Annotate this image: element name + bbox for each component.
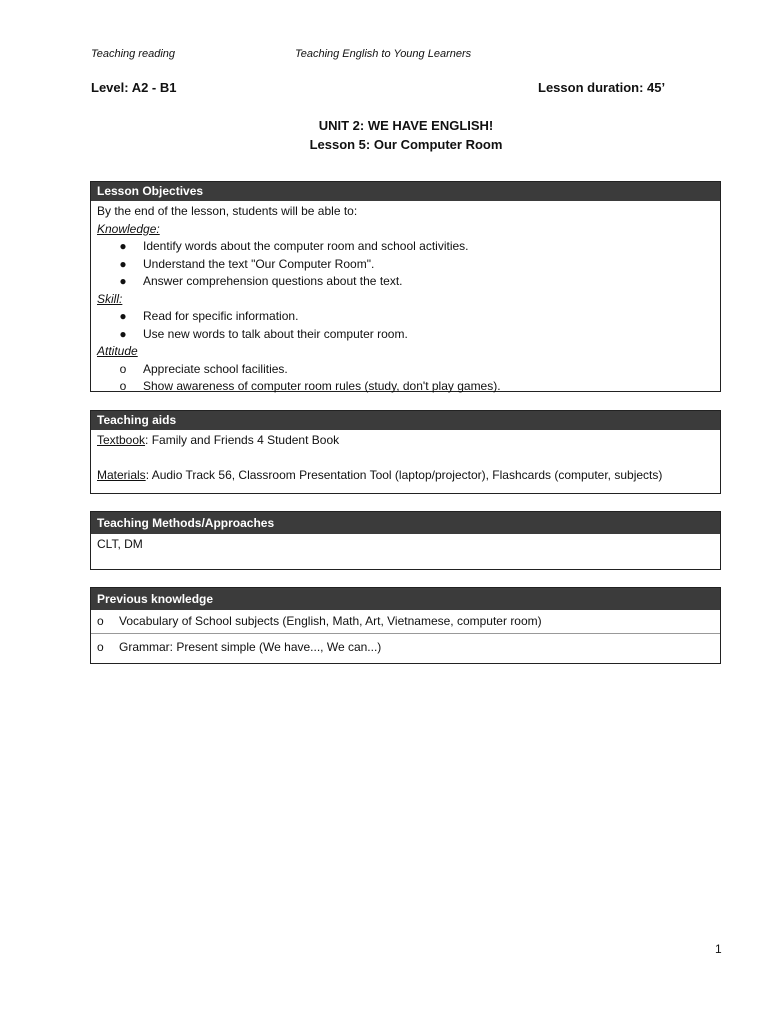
bullet-icon: ● <box>119 256 127 271</box>
previous-knowledge-heading: Previous knowledge <box>91 588 720 610</box>
list-item: o Grammar: Present simple (We have..., We can...) <box>97 640 382 654</box>
list-item: ● Use new words to talk about their computer room. <box>97 326 714 344</box>
materials-label: Materials <box>97 467 146 482</box>
teaching-aids-box <box>90 410 721 494</box>
skill-label: Skill: <box>97 291 123 306</box>
list-item: ● Read for specific information. <box>97 308 714 326</box>
attitude-label: Attitude <box>97 344 138 358</box>
list-item: ● Understand the text "Our Computer Room". <box>97 256 714 274</box>
methods-heading: Teaching Methods/Approaches <box>91 512 720 534</box>
objectives-box <box>90 181 721 392</box>
bullet-icon: ● <box>119 326 127 341</box>
page-number: 1 <box>715 942 722 956</box>
materials-line <box>97 467 714 485</box>
knowledge-list <box>97 238 714 291</box>
objectives-intro: By the end of the lesson, students will be able to: <box>97 204 358 218</box>
list-item: o Vocabulary of School subjects (English, Math, Art, Vietnamese, computer room) <box>91 610 720 634</box>
level-label: Level: A2 - B1 <box>91 80 177 95</box>
teaching-aids-body <box>91 430 720 486</box>
objectives-body <box>91 201 720 398</box>
list-item: ● Answer comprehension questions about the text. <box>97 273 714 291</box>
lesson-title: Lesson 5: Our Computer Room <box>309 137 503 152</box>
header-course-label: Teaching reading <box>91 48 175 60</box>
textbook-value: : Family and Friends 4 Student Book <box>145 433 340 447</box>
list-item: o Show awareness of computer room rules (study, don't play games). <box>97 378 714 396</box>
knowledge-label: Knowledge: <box>97 221 160 236</box>
bullet-icon: ● <box>119 239 127 253</box>
unit-title: UNIT 2: WE HAVE ENGLISH! <box>318 118 494 133</box>
methods-box <box>90 511 721 570</box>
circle-bullet-icon: o <box>97 640 104 654</box>
circle-bullet-icon: o <box>119 379 127 393</box>
textbook-label: Textbook <box>97 433 146 447</box>
circle-bullet-icon: o <box>119 361 127 376</box>
materials-value: : Audio Track 56, Classroom Presentation Tool (laptop/projector), Flashcards (computer, subjects) <box>145 467 663 482</box>
attitude-list <box>97 361 714 396</box>
objectives-heading: Lesson Objectives <box>91 182 720 201</box>
methods-text: CLT, DM <box>97 537 143 551</box>
header-module-label: Teaching English to Young Learners <box>295 48 472 60</box>
list-item: ● Identify words about the computer room and school activities. <box>97 238 714 256</box>
bullet-icon: ● <box>119 309 127 323</box>
teaching-aids-heading: Teaching aids <box>91 411 720 430</box>
skill-list <box>97 308 714 343</box>
duration-label: Lesson duration: 45’ <box>538 80 666 95</box>
list-item: o Appreciate school facilities. <box>97 361 714 379</box>
textbook-line <box>97 432 714 450</box>
previous-knowledge-box <box>90 587 721 664</box>
bullet-icon: ● <box>119 274 127 288</box>
circle-bullet-icon: o <box>97 614 104 628</box>
